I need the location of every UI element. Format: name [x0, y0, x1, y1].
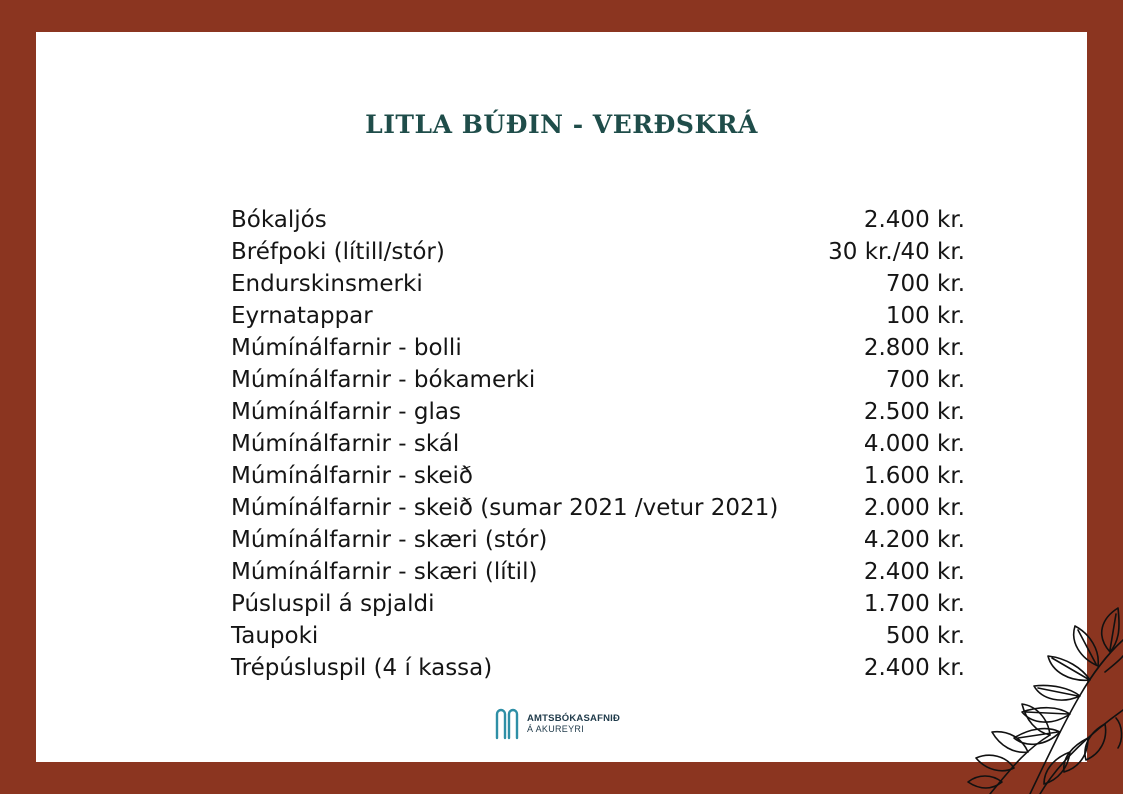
item-name: Púsluspil á spjaldi [231, 591, 435, 617]
item-name: Múmínálfarnir - skæri (lítil) [231, 559, 538, 585]
price-row [231, 332, 965, 364]
item-name: Múmínálfarnir - bókamerki [231, 367, 536, 393]
price-row [231, 300, 965, 332]
item-price: 2.800 kr. [863, 335, 965, 361]
item-name: Eyrnatappar [231, 303, 373, 329]
item-price: 2.400 kr. [863, 207, 965, 233]
item-name: Múmínálfarnir - skæri (stór) [231, 527, 548, 553]
logo-location: Á AKUREYRI [527, 724, 585, 734]
price-row [231, 204, 965, 236]
item-name: Bókaljós [231, 207, 327, 233]
item-price: 700 kr. [885, 367, 965, 393]
library-logo-icon [493, 708, 521, 740]
price-list [231, 204, 965, 684]
item-name: Múmínálfarnir - skál [231, 431, 460, 457]
price-row [231, 652, 965, 684]
price-row [231, 588, 965, 620]
item-price: 1.600 kr. [863, 463, 965, 489]
price-row [231, 396, 965, 428]
item-name: Múmínálfarnir - glas [231, 399, 461, 425]
item-price: 4.000 kr. [863, 431, 965, 457]
logo-name: AMTSBÓKASAFNIÐ [527, 713, 621, 724]
item-name: Trépúsluspil (4 í kassa) [231, 655, 493, 681]
price-row [231, 556, 965, 588]
price-row [231, 620, 965, 652]
item-name: Taupoki [231, 623, 319, 649]
price-row [231, 364, 965, 396]
item-price: 2.500 kr. [863, 399, 965, 425]
item-name: Múmínálfarnir - skeið (sumar 2021 /vetur 2021) [231, 495, 779, 521]
item-price: 2.400 kr. [863, 559, 965, 585]
item-price: 2.000 kr. [863, 495, 965, 521]
item-price: 2.400 kr. [863, 655, 965, 681]
item-name: Múmínálfarnir - skeið [231, 463, 473, 489]
price-row [231, 236, 965, 268]
item-price: 100 kr. [885, 303, 965, 329]
item-price: 1.700 kr. [863, 591, 965, 617]
price-row [231, 492, 965, 524]
item-price: 30 kr./40 kr. [828, 239, 965, 265]
item-price: 700 kr. [885, 271, 965, 297]
leaf-branch-icon [930, 600, 1123, 794]
page-title: LITLA BÚÐIN - VERÐSKRÁ [365, 110, 758, 139]
item-name: Bréfpoki (lítill/stór) [231, 239, 445, 265]
item-name: Múmínálfarnir - bolli [231, 335, 462, 361]
library-logo [493, 704, 620, 744]
item-price: 4.200 kr. [863, 527, 965, 553]
price-row [231, 460, 965, 492]
item-price: 500 kr. [885, 623, 965, 649]
price-row [231, 428, 965, 460]
item-name: Endurskinsmerki [231, 271, 423, 297]
price-row [231, 268, 965, 300]
price-row [231, 524, 965, 556]
